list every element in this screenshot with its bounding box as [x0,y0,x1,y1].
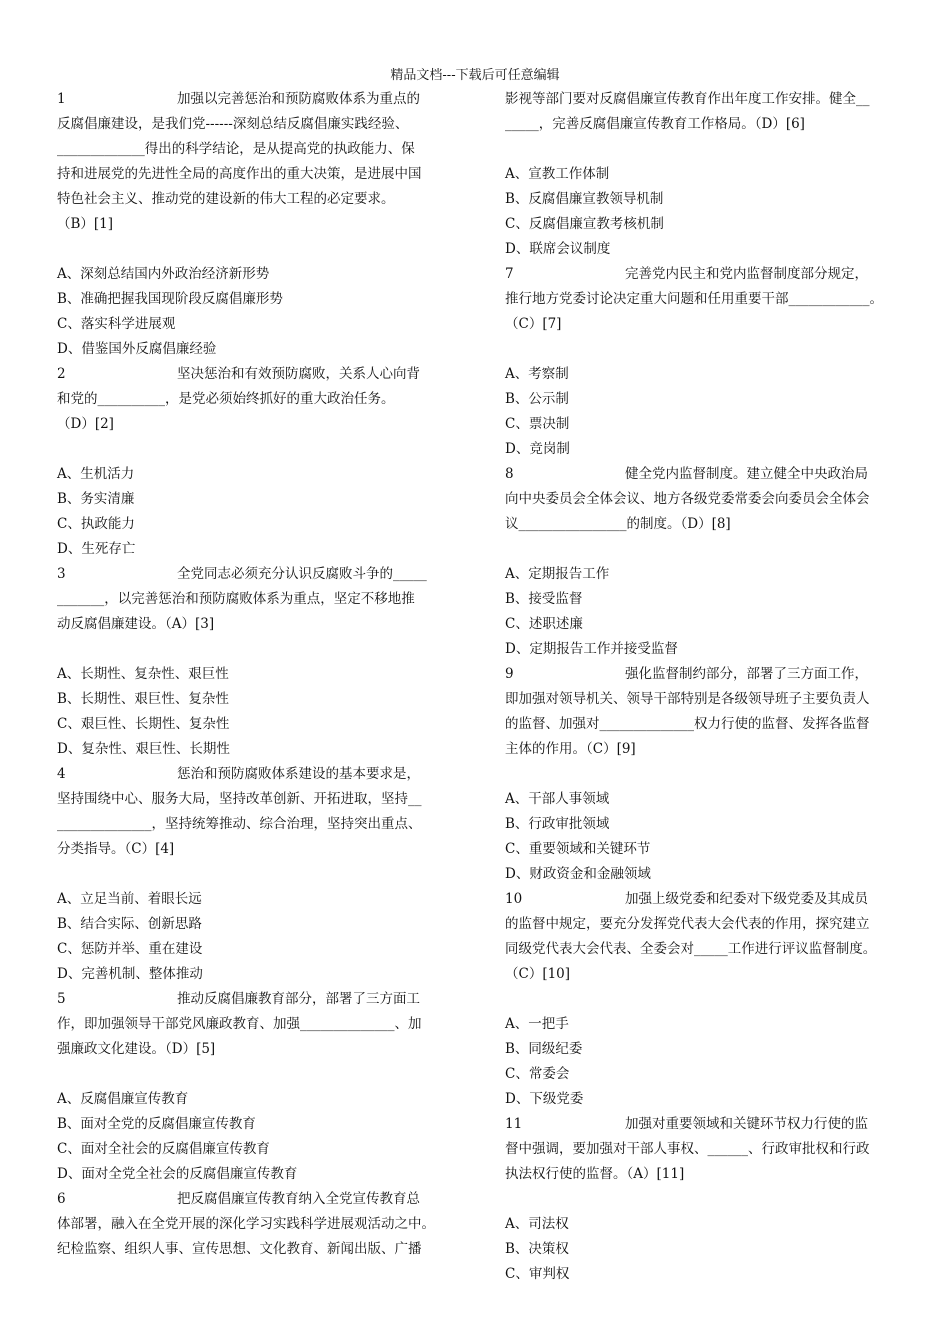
blank-line [57,1062,457,1087]
text-line [57,612,457,637]
line-text: C、落实科学进展观 [57,316,176,332]
line-text: 坚持围绕中心、服务大局，坚持改革创新、开拓进取，坚持__ [57,791,422,807]
line-text: 议________________的制度。（D）[8] [505,516,731,532]
line-text: A、立足当前、着眼长远 [57,891,202,907]
question-number: 8 [505,466,514,482]
line-text: A、深刻总结国内外政治经济新形势 [57,266,270,282]
text-line [505,1137,905,1162]
option-line [57,462,457,487]
line-text: 动反腐倡廉建设。（A）[3] [57,616,215,632]
line-text: A、生机活力 [57,466,135,482]
line-text: 反腐倡廉建设，是我们党------深刻总结反腐倡廉实践经验、 [57,116,409,132]
question-number: 3 [57,566,66,582]
question-number: 1 [57,91,66,107]
option-line [505,1237,905,1262]
line-text: 推动反腐倡廉教育部分，部署了三方面工 [177,991,420,1007]
line-text: 同级党代表大会代表、全委会对_____工作进行评议监督制度。 [505,941,877,957]
line-text: D、生死存亡 [57,541,136,557]
line-text: 加强以完善惩治和预防腐败体系为重点的 [177,91,420,107]
line-text: ______________，坚持统筹推动、综合治理，坚持突出重点、 [57,816,422,832]
text-line [57,812,457,837]
text-line [505,737,905,762]
line-text: A、考察制 [505,366,569,382]
option-line [505,787,905,812]
question-number: 10 [505,891,523,907]
question-line [505,887,905,912]
option-line [505,562,905,587]
blank-line [57,237,457,262]
line-text: 加强对重要领域和关键环节权力行使的监 [625,1116,868,1132]
question-number: 4 [57,766,66,782]
line-text: 分类指导。（C）[4] [57,841,175,857]
blank-line [505,537,905,562]
line-text: C、票决制 [505,416,570,432]
option-line [57,887,457,912]
question-line [57,762,457,787]
question-line [57,362,457,387]
text-line [505,312,905,337]
text-line [57,137,457,162]
blank-line [57,862,457,887]
line-text: 体部署，融入在全党开展的深化学习实践科学进展观活动之中。 [57,1216,435,1232]
line-text: 强化监督制约部分，部署了三方面工作， [625,666,868,682]
line-text: C、反腐倡廉宣教考核机制 [505,216,664,232]
option-line [57,537,457,562]
line-text: B、长期性、艰巨性、复杂性 [57,691,229,707]
line-text: D、借鉴国外反腐倡廉经验 [57,341,217,357]
line-text: A、长期性、复杂性、艰巨性 [57,666,229,682]
line-text: （B）[1] [57,216,114,232]
question-number: 9 [505,666,514,682]
option-line [57,687,457,712]
option-line [505,412,905,437]
line-text: A、一把手 [505,1016,569,1032]
text-line [505,712,905,737]
line-text: C、重要领域和关键环节 [505,841,651,857]
line-text: B、务实清廉 [57,491,135,507]
text-line [57,787,457,812]
question-line [57,1187,457,1212]
option-line [505,1087,905,1112]
option-line [57,337,457,362]
line-text: _______，以完善惩治和预防腐败体系为重点，坚定不移地推 [57,591,415,607]
option-line [57,287,457,312]
blank-line [505,762,905,787]
text-line [505,937,905,962]
line-text: 惩治和预防腐败体系建设的基本要求是， [177,766,420,782]
line-text: （C）[10] [505,966,571,982]
blank-line [505,1187,905,1212]
line-text: _____________得出的科学结论，是从提高党的执政能力、保 [57,141,415,157]
line-text: 推行地方党委讨论决定重大问题和任用重要干部____________。 [505,291,883,307]
line-text: （D）[2] [57,416,114,432]
line-text: A、干部人事领域 [505,791,610,807]
text-line [505,87,905,112]
text-line [57,187,457,212]
blank-line [57,437,457,462]
option-line [505,212,905,237]
line-text: D、定期报告工作并接受监督 [505,641,678,657]
line-text: 的监督、加强对______________权力行使的监督、发挥各监督 [505,716,870,732]
option-line [505,862,905,887]
text-line [505,912,905,937]
option-line [505,1262,905,1287]
line-text: 向中央委员会全体会议、地方各级党委常委会向委员会全体会 [505,491,870,507]
option-line [505,187,905,212]
line-text: B、准确把握我国现阶段反腐倡廉形势 [57,291,283,307]
line-text: C、面对全社会的反腐倡廉宣传教育 [57,1141,270,1157]
line-text: 全党同志必须充分认识反腐败斗争的_____ [177,566,427,582]
line-text: （C）[7] [505,316,562,332]
line-text: D、完善机制、整体推动 [57,966,203,982]
option-line [505,837,905,862]
line-text: B、同级纪委 [505,1041,583,1057]
line-text: B、面对全党的反腐倡廉宣传教育 [57,1116,256,1132]
line-text: B、行政审批领域 [505,816,610,832]
option-line [57,262,457,287]
text-line [505,1162,905,1187]
line-text: A、定期报告工作 [505,566,610,582]
option-line [57,662,457,687]
line-text: B、公示制 [505,391,569,407]
option-line [505,812,905,837]
blank-line [505,137,905,162]
line-text: D、复杂性、艰巨性、长期性 [57,741,230,757]
option-line [505,637,905,662]
line-text: B、接受监督 [505,591,583,607]
question-line [57,987,457,1012]
line-text: D、财政资金和金融领域 [505,866,651,882]
text-line [57,387,457,412]
line-text: A、反腐倡廉宣传教育 [57,1091,189,1107]
line-text: C、惩防并举、重在建设 [57,941,203,957]
text-line [57,837,457,862]
text-line [505,487,905,512]
line-text: 执法权行使的监督。（A）[11] [505,1166,685,1182]
question-number: 7 [505,266,514,282]
line-text: 作，即加强领导干部党风廉政教育、加强______________、加 [57,1016,422,1032]
line-text: D、面对全党全社会的反腐倡廉宣传教育 [57,1166,298,1182]
option-line [505,587,905,612]
text-line [505,687,905,712]
line-text: C、执政能力 [57,516,135,532]
option-line [57,1112,457,1137]
line-text: B、反腐倡廉宣教领导机制 [505,191,664,207]
question-number: 2 [57,366,66,382]
option-line [57,737,457,762]
option-line [57,962,457,987]
line-text: D、下级党委 [505,1091,584,1107]
question-line [505,462,905,487]
option-line [505,612,905,637]
line-text: 主体的作用。（C）[9] [505,741,636,757]
line-text: 坚决惩治和有效预防腐败，关系人心向背 [177,366,420,382]
option-line [505,1037,905,1062]
question-number: 11 [505,1116,523,1132]
left-column [57,87,457,1262]
text-line [505,287,905,312]
text-line [505,512,905,537]
blank-line [505,987,905,1012]
line-text: 影视等部门要对反腐倡廉宣传教育作出年度工作安排。健全__ [505,91,870,107]
line-text: C、述职述廉 [505,616,583,632]
question-line [505,1112,905,1137]
text-line [57,1037,457,1062]
text-line [57,587,457,612]
question-line [57,87,457,112]
option-line [505,437,905,462]
option-line [57,912,457,937]
text-line [57,1237,457,1262]
line-text: 特色社会主义、推动党的建设新的伟大工程的必定要求。 [57,191,395,207]
line-text: 加强上级党委和纪委对下级党委及其成员 [625,891,868,907]
line-text: 的监督中规定，要充分发挥党代表大会代表的作用，探究建立 [505,916,870,932]
option-line [505,1062,905,1087]
text-line [57,1212,457,1237]
blank-line [57,637,457,662]
option-line [505,387,905,412]
option-line [505,237,905,262]
question-number: 6 [57,1191,66,1207]
option-line [505,162,905,187]
line-text: C、审判权 [505,1266,570,1282]
option-line [57,487,457,512]
text-line [57,412,457,437]
line-text: B、决策权 [505,1241,569,1257]
option-line [57,937,457,962]
option-line [505,1012,905,1037]
line-text: 完善党内民主和党内监督制度部分规定， [625,266,868,282]
question-number: 5 [57,991,66,1007]
option-line [57,1087,457,1112]
line-text: 把反腐倡廉宣传教育纳入全党宣传教育总 [177,1191,420,1207]
line-text: 即加强对领导机关、领导干部特别是各级领导班子主要负责人 [505,691,870,707]
option-line [57,1162,457,1187]
line-text: 健全党内监督制度。建立健全中央政治局 [625,466,868,482]
text-line [57,162,457,187]
question-line [57,562,457,587]
question-line [505,262,905,287]
line-text: _____，完善反腐倡廉宣传教育工作格局。（D）[6] [505,116,805,132]
line-text: C、艰巨性、长期性、复杂性 [57,716,230,732]
option-line [57,512,457,537]
line-text: 纪检监察、组织人事、宣传思想、文化教育、新闻出版、广播 [57,1241,422,1257]
line-text: A、宣教工作体制 [505,166,610,182]
line-text: 强廉政文化建设。（D）[5] [57,1041,216,1057]
blank-line [505,337,905,362]
line-text: D、竞岗制 [505,441,570,457]
line-text: 持和进展党的先进性全局的高度作出的重大决策，是进展中国 [57,166,422,182]
text-line [57,112,457,137]
line-text: B、结合实际、创新思路 [57,916,202,932]
line-text: 和党的__________，是党必须始终抓好的重大政治任务。 [57,391,395,407]
option-line [57,1137,457,1162]
text-line [57,212,457,237]
option-line [505,1212,905,1237]
right-column [505,87,905,1287]
option-line [57,312,457,337]
text-line [57,1012,457,1037]
line-text: D、联席会议制度 [505,241,611,257]
text-line [505,962,905,987]
option-line [505,362,905,387]
page-header: 精品文档---下载后可任意编辑 [390,68,560,83]
line-text: 督中强调，要加强对干部人事权、______、行政审批权和行政 [505,1141,870,1157]
option-line [57,712,457,737]
line-text: A、司法权 [505,1216,569,1232]
question-line [505,662,905,687]
line-text: C、常委会 [505,1066,570,1082]
text-line [505,112,905,137]
